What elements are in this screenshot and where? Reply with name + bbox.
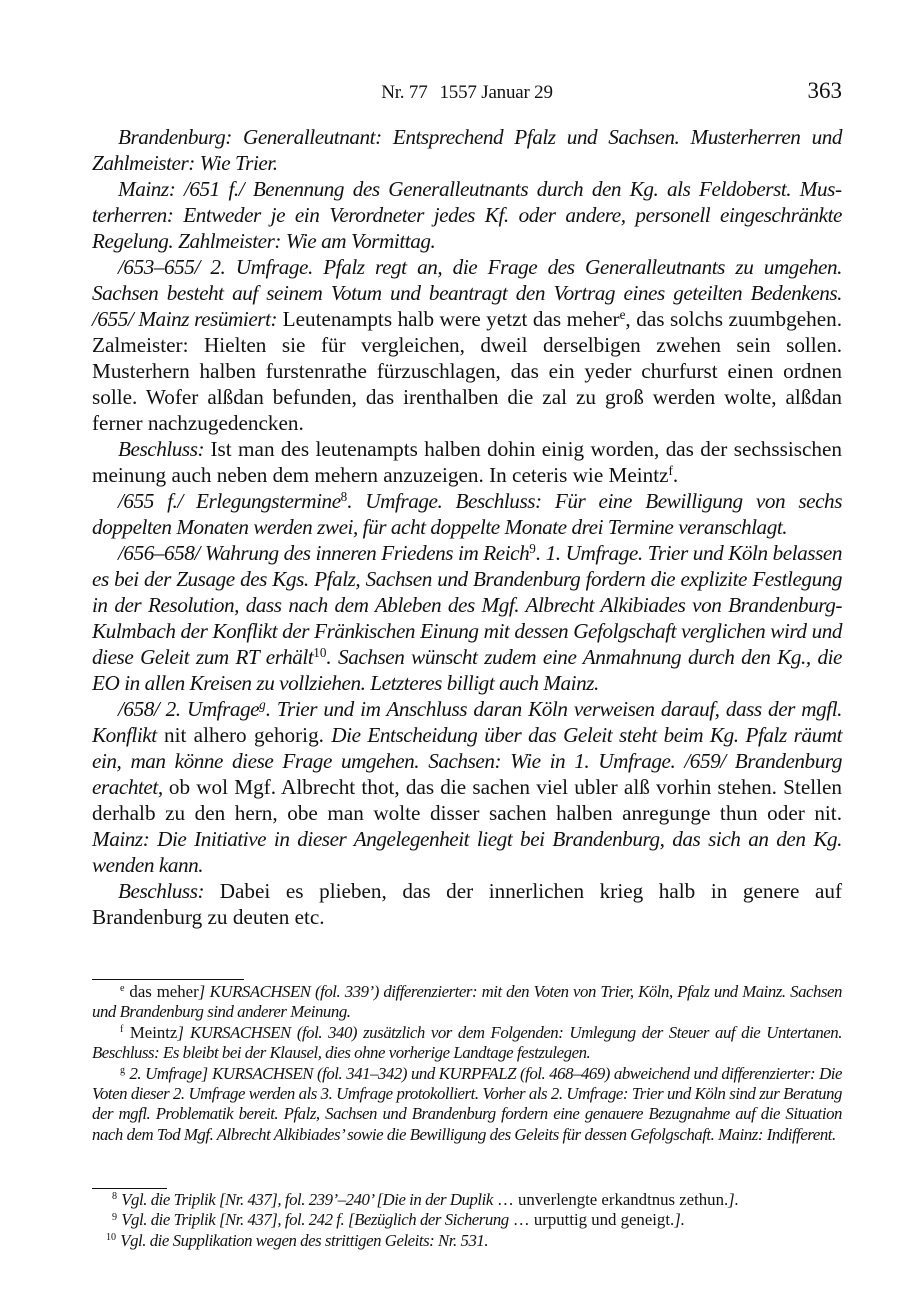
resolution-label: Beschluss:	[118, 437, 205, 461]
footnote-8	[92, 1190, 842, 1210]
summary-text: Mainz: Die Initiative in dieser Angelegenheit liegt bei Brandenburg, das sich an den Kg. wenden kann.	[92, 827, 842, 877]
note-lemma: Meintz	[129, 1022, 178, 1042]
quoted-source-text: Ist man des leutenampts halben dohin einig worden, das der sechssischen meinung auch neben dem mehern anzuzeigen. In ceteris wie Meintz	[92, 437, 842, 487]
paragraph-text: Brandenburg: Generalleutnant: Entsprechend Pfalz und Sachsen. Musterherren und Zahlmeister: Wie Trier.	[92, 125, 842, 175]
note-text: KURSACHSEN (fol. 339’) differenzierter: mit den Voten von Trier, Köln, Pfalz und Mainz. Sachsen und Brandenburg sind anderer Meinung.	[92, 982, 842, 1022]
running-head-title	[92, 82, 842, 104]
textual-note-marker[interactable]: f	[668, 462, 673, 478]
note-text: KURSACHSEN (fol. 341–342) und KURPFALZ (fol. 468–469) abweichend und differenzierter: Die Voten dieser 2. Umfrage werden als 3. Umfrage protokolliert. Vorher als 2. Umfrage: Trier und Köln sind zur Beratung der mgfl. Problematik bereit. Pfalz, Sachsen und Brandenburg fordern eine genauere Bezugnahme auf die Situation nach dem Tod Mgf. Albrecht Alkibiades’ sowie die Bewilligung des Geleits für dessen Gefolgschaft. Mainz: Indifferent.	[92, 1063, 842, 1144]
summary-text: /658/ 2. Umfrage	[118, 697, 260, 721]
summary-text: . Trier und im Anschluss daran Köln verweisen darauf, dass der mgfl. Konflikt	[92, 697, 842, 747]
summary-text: /655 f./ Erlegungstermine	[118, 489, 341, 513]
footnotes-divider	[92, 1188, 167, 1189]
footnote-number: 10	[106, 1232, 117, 1244]
summary-text: . 1. Umfrage. Trier und Köln belassen es bei der Zusage des Kgs. Pfalz, Sachsen und Brandenburg fordern die explizite Festlegung in der Resolution, dass nach dem Ableben des Mgf. Albrecht Alkibiades von Brandenburg-Kulmbach der Konflikt der Fränkischen Einung mit dessen Gefolgschaft verglichen wird und diese Geleit zum RT erhält	[92, 541, 842, 669]
note-lemma: das meher	[129, 982, 199, 1001]
textual-note-e	[92, 982, 842, 1023]
quoted-source-text: ob wol Mgf. Albrecht thot, das die sachen viel ubler alß vorhin stehen. Stellen derhalb zu den hern, obe man wolte disser sachen halben anregunge thun oder nit.	[92, 775, 842, 825]
footnote-marker[interactable]: 8	[340, 488, 348, 504]
footnote-9	[92, 1210, 842, 1230]
footnote-marker[interactable]: 10	[313, 644, 327, 660]
resolution-label: Beschluss:	[118, 879, 205, 903]
document-date: 1557 Januar 29	[439, 82, 553, 103]
textual-notes	[92, 982, 842, 1145]
quoted-source-text: .	[672, 463, 679, 487]
running-head	[92, 78, 842, 106]
note-bracket: ]	[177, 1022, 184, 1042]
paragraph-second-survey-658	[92, 696, 842, 878]
textual-note-f	[92, 1023, 842, 1064]
paragraph-resolution-2	[92, 878, 842, 930]
textual-note-marker[interactable]: g	[259, 696, 266, 712]
footnote-text: Vgl. die Supplikation wegen des strittigen Geleits: Nr. 531.	[120, 1230, 489, 1250]
paragraph-payment-terms	[92, 488, 842, 540]
quoted-source-text: , das solchs zuumbgehen. Zalmeister: Hielten sie für vergleichen, dweil derselbigen zwehen sein sollen. Musterhern halben furstenrathe fürzuschlagen, das ein yeder churfurst einen ordnen solle. Wofer alßdan befunden, das irenthalben die zal zu groß werden wolte, alßdan ferner nachzugedencken.	[92, 307, 842, 435]
note-bracket: ]	[201, 1063, 209, 1083]
document-number: Nr. 77	[381, 82, 428, 103]
paragraph-second-survey	[92, 254, 842, 436]
footnote-quote: … urputtig und geneigt.	[508, 1210, 675, 1230]
note-mark: f	[120, 1024, 124, 1036]
summary-text: Die Entscheidung über das Geleit steht beim Kg. Pfalz räumt ein, man könne diese Frage umgehen. Sachsen: Wie in 1. Umfrage. /659/ Brandenburg erachtet,	[92, 723, 843, 799]
note-mark: g	[120, 1065, 126, 1077]
footnote-10	[92, 1231, 842, 1251]
summary-text: . Umfrage. Beschluss: Für eine Bewilligung von sechs doppelten Monaten werden zwei, für acht doppelte Monate drei Termine veranschlagt.	[92, 489, 842, 539]
textual-note-marker[interactable]: e	[619, 306, 626, 322]
note-bracket: ]	[198, 982, 206, 1001]
quoted-source-text: Leutenampts halb were yetzt das meher	[277, 307, 620, 331]
footnote-text: ].	[674, 1210, 685, 1230]
quoted-source-text: Dabei es plieben, das der innerlichen krieg halb in genere auf Brandenburg zu deuten etc.	[92, 879, 842, 929]
footnote-quote: … unverlengte erkandtnus zethun.	[492, 1190, 729, 1209]
paragraph-resolution-1	[92, 436, 842, 488]
paragraph-brandenburg	[92, 124, 842, 176]
note-mark: e	[120, 983, 125, 995]
footnote-text: Vgl. die Triplik [Nr. 437], fol. 242 f. [Bezüglich der Sicherung	[121, 1210, 509, 1230]
main-text	[92, 124, 842, 930]
textual-note-g	[92, 1064, 842, 1146]
summary-text: /653–655/ 2. Umfrage. Pfalz regt an, die Frage des Generalleutnants zu umgehen. Sachsen besteht auf seinem Votum und beantragt den Vortrag eines geteilten Bedenkens. /655/ Mainz resümiert:	[92, 255, 842, 331]
summary-text: /656–658/ Wahrung des inneren Friedens im Reich	[118, 541, 530, 565]
footnote-number: 9	[112, 1211, 118, 1223]
footnote-marker[interactable]: 9	[529, 540, 536, 556]
footnote-text: ].	[728, 1190, 739, 1209]
paragraph-text: Mainz: /651 f./ Benennung des Generalleutnants durch den Kg. als Feldoberst. Musterherren: Entweder je ein Verordneter jedes Kf. oder andere, personell eingeschränkte Regelung. Zahlmeister: Wie am Vormittag.	[92, 177, 842, 253]
note-text: KURSACHSEN (fol. 340) zusätzlich vor dem Folgenden: Umlegung der Steuer auf die Untertanen. Beschluss: Es bleibt bei der Klausel, dies ohne vorherige Landtage festzulegen.	[92, 1022, 842, 1063]
summary-text: . Sachsen wünscht zudem eine Anmahnung durch den Kg., die EO in allen Kreisen zu vollziehen. Letzteres billigt auch Mainz.	[92, 645, 843, 695]
textual-notes-divider	[92, 979, 244, 980]
page-number: 363	[807, 78, 842, 103]
paragraph-mainz	[92, 176, 842, 254]
note-lemma: 2. Umfrage	[129, 1063, 202, 1083]
footnote-text: Vgl. die Triplik [Nr. 437], fol. 239’–240’ [Die in der Duplik	[121, 1190, 493, 1209]
quoted-source-text: nit alhero gehorig.	[156, 723, 332, 747]
footnotes	[92, 1190, 842, 1251]
paragraph-internal-peace	[92, 540, 842, 696]
footnote-number: 8	[112, 1191, 118, 1203]
